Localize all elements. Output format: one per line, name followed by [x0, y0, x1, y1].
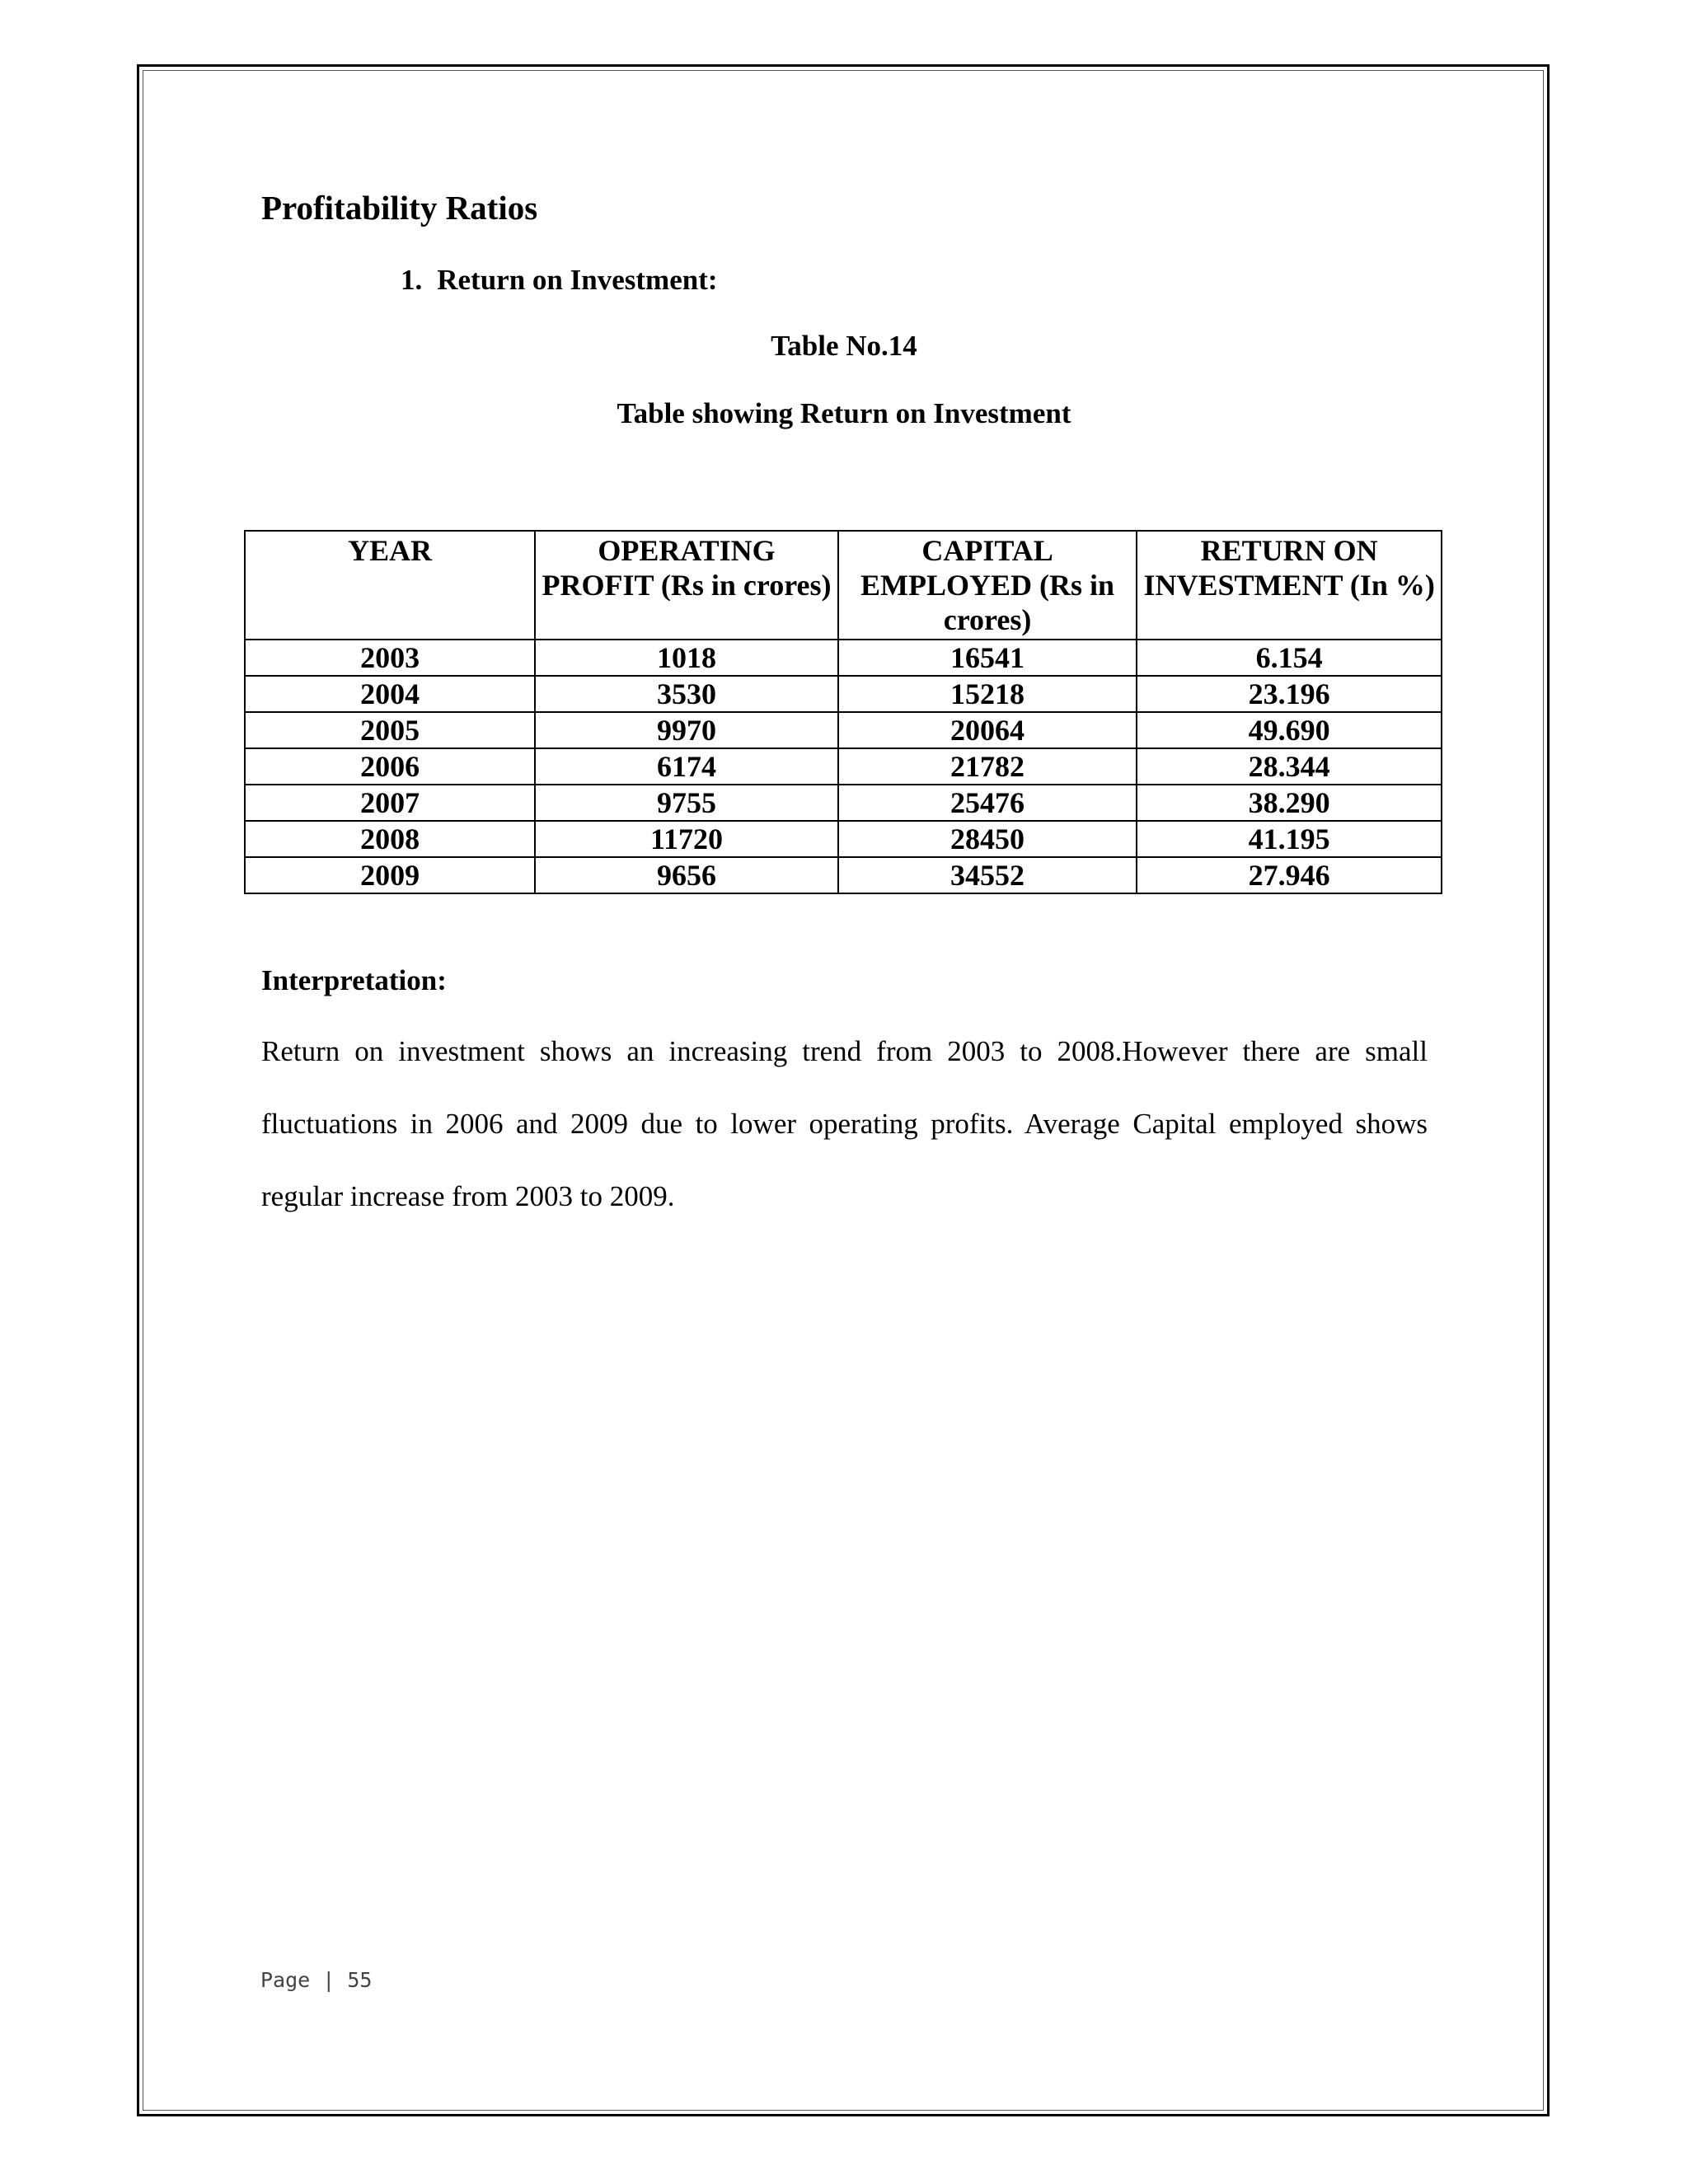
- table-caption: Table showing Return on Investment: [617, 397, 1071, 429]
- header-return-on-investment: RETURN ON INVESTMENT (In %): [1137, 531, 1442, 640]
- cell-roi: 38.290: [1137, 785, 1442, 821]
- table-row: [245, 785, 1442, 821]
- table-row: [245, 640, 1442, 676]
- cell-operating-profit: 3530: [535, 676, 838, 712]
- subheading: [401, 264, 718, 297]
- cell-operating-profit: 11720: [535, 821, 838, 857]
- header-capital-employed: CAPITAL EMPLOYED (Rs in crores): [838, 531, 1137, 640]
- cell-year: 2005: [245, 712, 535, 748]
- cell-capital-employed: 25476: [838, 785, 1137, 821]
- subheading-text: Return on Investment:: [437, 264, 718, 296]
- interpretation-body: Return on investment shows an increasing trend from 2003 to 2008.However there are small fluctuations in 2006 and 2009 due to lower operating profits. Average Capital employed shows regular increase from 2003 to 2009.: [261, 1035, 1428, 1212]
- header-year: YEAR: [245, 531, 535, 640]
- cell-capital-employed: 15218: [838, 676, 1137, 712]
- cell-capital-employed: 20064: [838, 712, 1137, 748]
- cell-roi: 28.344: [1137, 748, 1442, 785]
- section-title: Profitability Ratios: [261, 189, 538, 227]
- roi-table: [244, 530, 1442, 894]
- table-row: [245, 676, 1442, 712]
- cell-operating-profit: 9970: [535, 712, 838, 748]
- cell-year: 2009: [245, 857, 535, 893]
- page-number-footer: Page | 55: [260, 1968, 373, 1992]
- cell-roi: 41.195: [1137, 821, 1442, 857]
- table-row: [245, 857, 1442, 893]
- cell-roi: 49.690: [1137, 712, 1442, 748]
- subheading-number: 1.: [401, 264, 423, 296]
- cell-year: 2006: [245, 748, 535, 785]
- cell-roi: 23.196: [1137, 676, 1442, 712]
- table-row: [245, 821, 1442, 857]
- cell-capital-employed: 28450: [838, 821, 1137, 857]
- cell-capital-employed: 21782: [838, 748, 1137, 785]
- interpretation-heading: Interpretation:: [261, 964, 447, 996]
- cell-year: 2004: [245, 676, 535, 712]
- cell-operating-profit: 9755: [535, 785, 838, 821]
- cell-capital-employed: 16541: [838, 640, 1137, 676]
- table-header-row: [245, 531, 1442, 640]
- cell-year: 2007: [245, 785, 535, 821]
- cell-roi: 6.154: [1137, 640, 1442, 676]
- cell-roi: 27.946: [1137, 857, 1442, 893]
- table-number: Table No.14: [771, 330, 917, 362]
- cell-operating-profit: 6174: [535, 748, 838, 785]
- cell-capital-employed: 34552: [838, 857, 1137, 893]
- table-row: [245, 712, 1442, 748]
- table-row: [245, 748, 1442, 785]
- cell-operating-profit: 9656: [535, 857, 838, 893]
- cell-operating-profit: 1018: [535, 640, 838, 676]
- cell-year: 2003: [245, 640, 535, 676]
- header-operating-profit: OPERATING PROFIT (Rs in crores): [535, 531, 838, 640]
- cell-year: 2008: [245, 821, 535, 857]
